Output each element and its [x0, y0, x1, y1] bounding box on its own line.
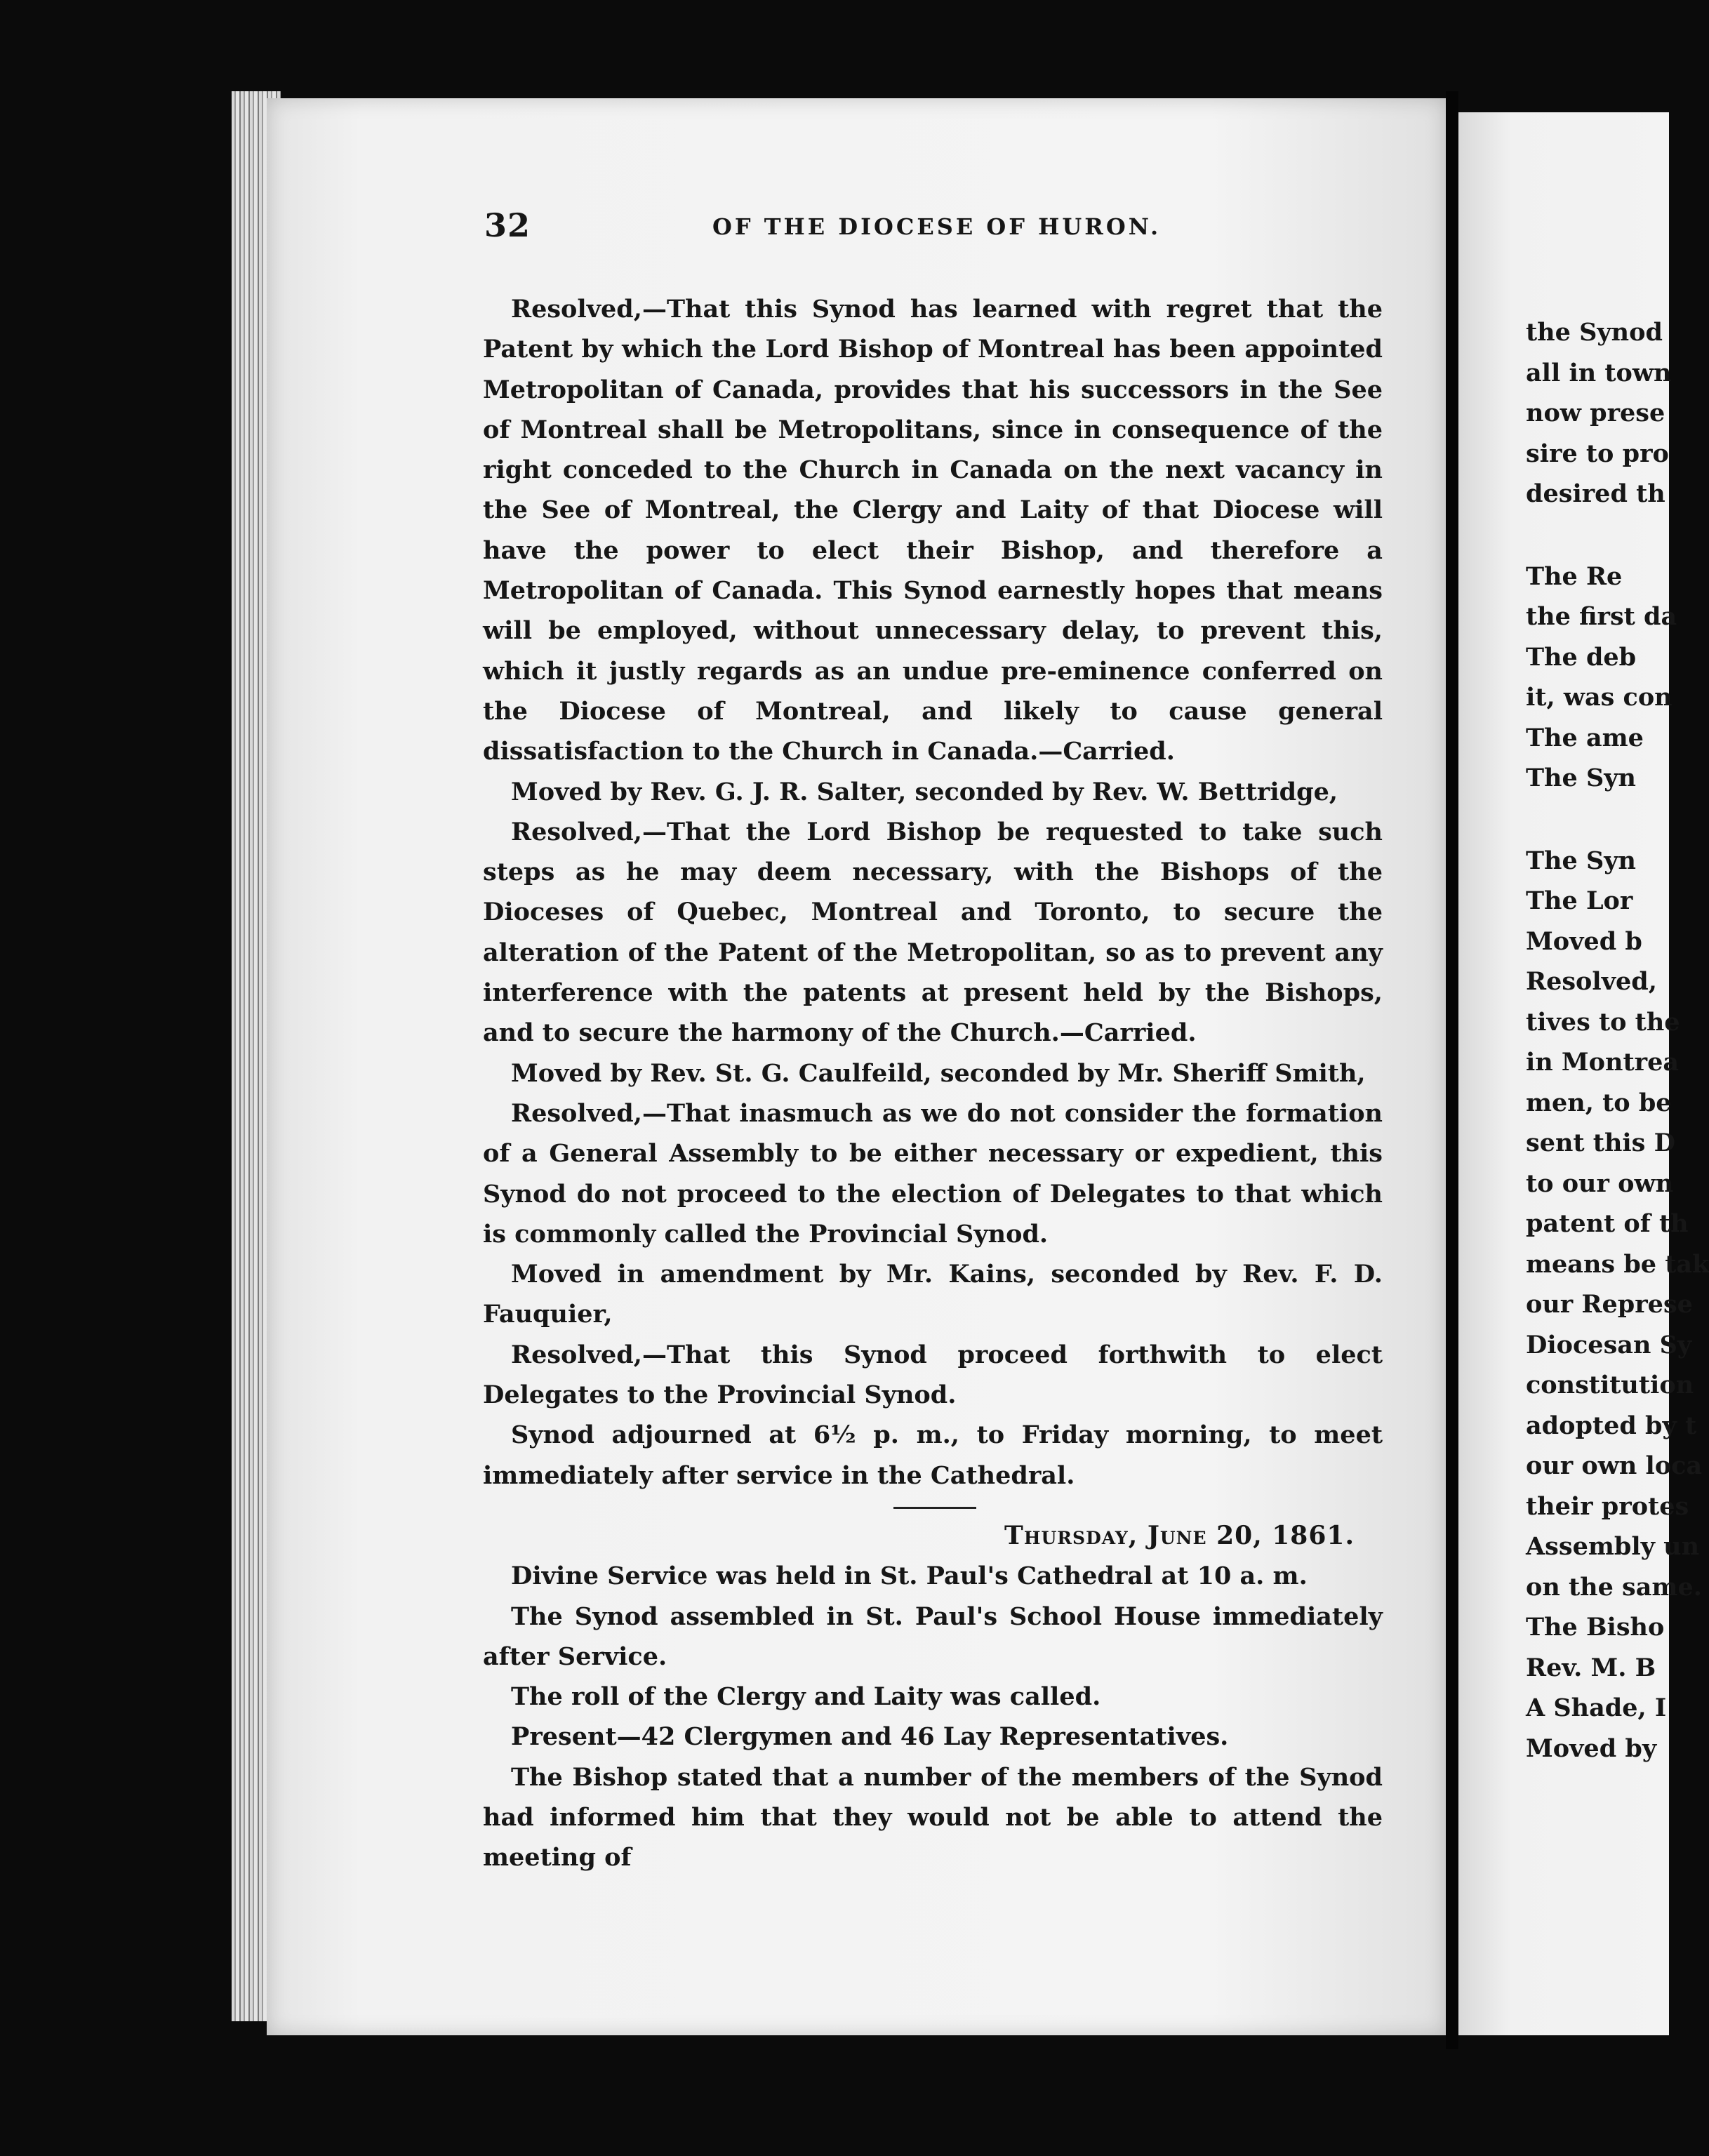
- right-page-line: sire to pro: [1526, 439, 1669, 468]
- right-page-line: our Represe: [1526, 1290, 1693, 1319]
- right-page-line: adopted by t: [1526, 1411, 1697, 1440]
- right-page-line: A Shade, I: [1526, 1693, 1667, 1722]
- right-page-line: in Montrea: [1526, 1048, 1680, 1077]
- paragraph: The roll of the Clergy and Laity was called.: [511, 1682, 1101, 1712]
- right-page-line: their protes: [1526, 1491, 1689, 1521]
- paragraph: Present—42 Clergymen and 46 Lay Representatives.: [511, 1722, 1229, 1752]
- paragraph: The Bishop stated that a number of the members of the Synod had informed him that they would not be able to attend the meeting of: [483, 1762, 1383, 1872]
- right-page-line: The Lor: [1526, 886, 1633, 915]
- right-page-line: The deb: [1526, 642, 1637, 672]
- date-heading: Thursday, June 20, 1861.: [1004, 1520, 1355, 1550]
- right-page-line: The Bisho: [1526, 1613, 1665, 1642]
- right-page-line: The ame: [1526, 723, 1644, 752]
- right-page-line: Moved by: [1526, 1734, 1657, 1763]
- right-page-line: it, was con: [1526, 683, 1673, 712]
- section-rule: [893, 1507, 976, 1509]
- right-page-line: The Syn: [1526, 846, 1637, 875]
- paragraph: Resolved,—That this Synod has learned with regret that the Patent by which the Lord Bishop of Montreal has been appointed Metropolitan of Canada, provides that his successors in the See of Montreal shall be Metropolitans, since in consequence of the right conceded to the Church in Canada on the next vacancy in the See of Montreal, the Clergy and Laity of that Diocese will have the power to elect their Bishop, and therefore a Metropolitan of Canada. This Synod earnestly hopes that means will be employed, without unnecessary delay, to prevent this, which it justly regards as an undue pre-eminence conferred on the Diocese of Montreal, and likely to cause general dissatisfaction to the Church in Canada.—Carried.: [483, 295, 1383, 766]
- right-page-line: to our own: [1526, 1169, 1674, 1198]
- right-page-line: our own loca: [1526, 1451, 1703, 1480]
- right-page-line: the Synod: [1526, 318, 1663, 347]
- right-page: [1458, 112, 1709, 2035]
- right-page-line: patent of th: [1526, 1209, 1689, 1238]
- right-page-line: constitution: [1526, 1371, 1694, 1399]
- right-page-line: sent this D: [1526, 1129, 1675, 1157]
- right-page-line: Assembly un: [1526, 1532, 1700, 1561]
- right-page-line: Resolved,: [1526, 967, 1657, 996]
- paragraph: Divine Service was held in St. Paul's Cathedral at 10 a. m.: [511, 1562, 1308, 1591]
- right-page-line: tives to the: [1526, 1007, 1680, 1037]
- right-page-line: Rev. M. B: [1526, 1653, 1656, 1682]
- right-page-line: [1526, 514, 1687, 557]
- paragraph: Resolved,—That the Lord Bishop be requested to take such steps as he may deem necessary, with the Bishops of the Dioceses of Quebec, Montreal and Toronto, to secure the alteration of the Patent of the Metropolitan, so as to prevent any interference with the patents at present held by the Bishops, and to secure the harmony of the Church.—Carried.: [483, 817, 1383, 1048]
- paragraph: Resolved,—That inasmuch as we do not consider the formation of a General Assembly to be either necessary or expedient, this Synod do not proceed to the election of Delegates to that which is commonly called the Provincial Synod.: [483, 1098, 1383, 1249]
- right-page-line: on the same.: [1526, 1572, 1702, 1602]
- right-page-line: men, to be: [1526, 1088, 1672, 1117]
- right-page-line: desired th: [1526, 479, 1665, 508]
- left-page-body: [483, 289, 1383, 1878]
- paragraph: Resolved,—That this Synod proceed forthwith to elect Delegates to the Provincial Synod.: [483, 1340, 1383, 1410]
- right-page-line: means be tak: [1526, 1249, 1709, 1279]
- paragraph: The Synod assembled in St. Paul's School House immediately after Service.: [483, 1602, 1383, 1671]
- page-header: [484, 206, 1397, 248]
- paragraph: Moved by Rev. St. G. Caulfeild, seconded by Mr. Sheriff Smith,: [511, 1058, 1366, 1088]
- paragraph: Moved by Rev. G. J. R. Salter, seconded by Rev. W. Bettridge,: [511, 777, 1338, 806]
- right-page-line: The Syn: [1526, 764, 1637, 792]
- paragraph: Moved in amendment by Mr. Kains, seconded by Rev. F. D. Fauquier,: [483, 1260, 1383, 1329]
- book-gutter: [1446, 91, 1458, 2049]
- right-page-text: [1526, 312, 1709, 1769]
- right-page-line: the first da: [1526, 602, 1677, 631]
- right-page-line: The Re: [1526, 561, 1623, 591]
- right-page-line: Moved b: [1526, 926, 1642, 956]
- right-page-line: all in town: [1526, 358, 1672, 387]
- paragraph: Synod adjourned at 6½ p. m., to Friday morning, to meet immediately after service in the Cathedral.: [483, 1420, 1383, 1490]
- right-page-line: now prese: [1526, 399, 1665, 427]
- right-page-line: [1526, 799, 1687, 841]
- right-page-line: Diocesan Sy: [1526, 1330, 1692, 1359]
- running-head: OF THE DIOCESE OF HURON.: [712, 213, 1162, 240]
- page-number: 32: [484, 206, 531, 244]
